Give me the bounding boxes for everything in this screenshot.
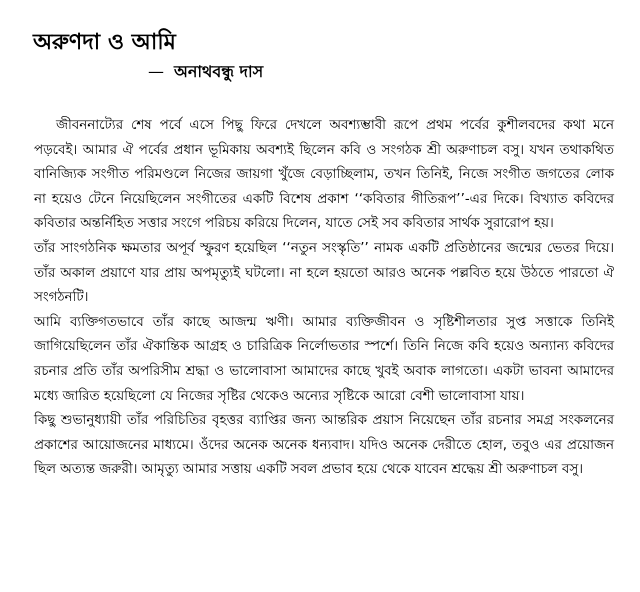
author-name: অনাথবন্ধু দাস [174, 62, 264, 81]
article-title: অরুণদা ও আমি [33, 30, 176, 55]
paragraph-1: জীবননাট্যের শেষ পর্বে এসে পিছু ফিরে দেখলে অবশ্যম্ভাবী রূপে প্রথম পর্বের কুশীলবদের কথা মনে পড়বেই। আমার ঐ পর্বের প্রধান ভূমিকায় অবশ্যই ছিলেন কবি ও সংগঠক শ্রী অরুণাচল বসু। যখন তথাকথিত বানিজ্যিক সংগীত পরিমণ্ডলে নিজের জায়গা খুঁজে বেড়াচ্ছিলাম, তখন তিনিই, নিজে সংগীত জগতের লোক না হয়েও টেনে নিয়েছিলেন সংগীতের একটি বিশেষ প্রকাশ ‘‘কবিতার গীতিরূপ’’-এর দিকে। বিখ্যাত কবিদের কবিতার অন্তর্নিহিত সত্তার সংগে পরিচয় করিয়ে দিলেন, যাতে সেই সব কবিতার সার্থক সুরারোপ হয়। [34, 118, 614, 232]
paragraph-3: আমি ব্যক্তিগতভাবে তাঁর কাছে আজন্ম ঋণী। আমার ব্যক্তিজীবন ও সৃষ্টিশীলতার সুপ্ত সত্তাকে তিনিই জাগিয়েছিলেন তাঁর ঐকান্তিক আগ্রহ ও চারিত্রিক নির্লোভতার স্পর্শে। তিনি নিজে কবি হয়েও অন্যান্য কবিদের রচনার প্রতি তাঁর অপরিসীম শ্রদ্ধা ও ভালোবাসা আমাদের কাছে খুবই অবাক লাগতো। একটা ভাবনা আমাদের মধ্যে জারিত হয়েছিলো যে নিজের সৃষ্টির থেকেও অন্যের সৃষ্টিকে আরো বেশী ভালোবাসা যায়। [34, 314, 614, 404]
article-body [34, 114, 614, 483]
paragraph-2: তাঁর সাংগঠনিক ক্ষমতার অপূর্ব স্ফুরণ হয়েছিল ‘‘নতুন সংস্কৃতি’’ নামক একটি প্রতিষ্ঠানের জন্মের ভেতর দিয়ে। তাঁর অকাল প্রয়াণে যার প্রায় অপমৃত্যুই ঘটলো। না হলে হয়তো আরও অনেক পল্লবিত হয়ে উঠতে পারতো ঐ সংগঠনটি। [34, 240, 614, 306]
author-byline [148, 60, 263, 84]
paragraph-4: কিছু শুভানুধ্যায়ী তাঁর পরিচিতির বৃহত্তর ব্যাপ্তির জন্য আন্তরিক প্রয়াস নিয়েছেন তাঁর রচনার সমগ্র সংকলনের প্রকাশের আয়োজনের মাধ্যমে। ওঁদের অনেক অনেক ধন্যবাদ। যদিও অনেক দেরীতে হোল, তবুও এর প্রয়োজন ছিল অত্যন্ত জরুরী। আমৃত্যু আমার সত্তায় একটি সবল প্রভাব হয়ে থেকে যাবেন শ্রদ্ধেয় শ্রী অরুণাচল বসু। [34, 413, 614, 478]
byline-dash: — [148, 62, 164, 81]
